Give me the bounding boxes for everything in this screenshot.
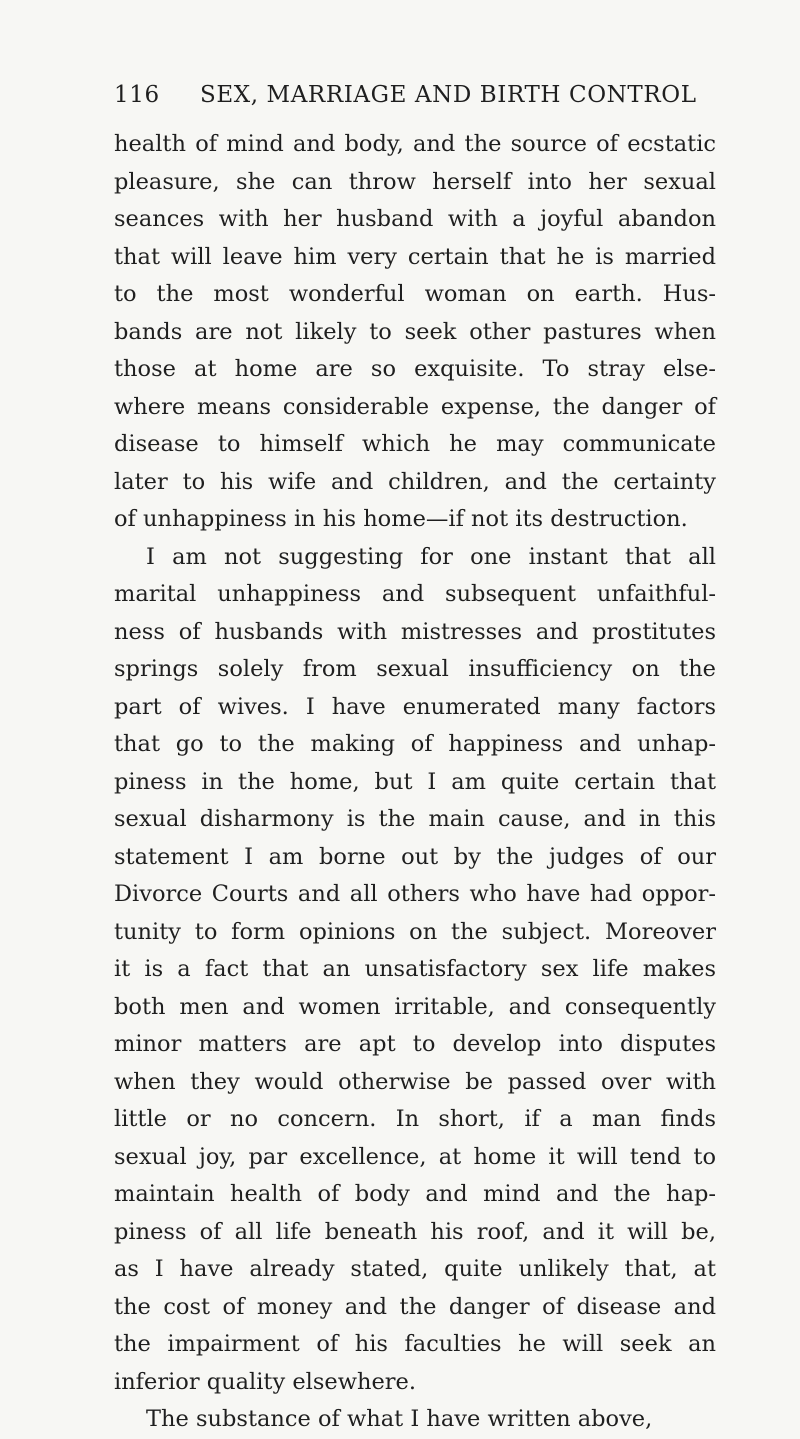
text-line: to the most wonderful woman on earth. Hus- <box>114 281 716 307</box>
text-line: that go to the making of happiness and unhap- <box>114 731 716 757</box>
paragraph-start-line: I am not suggesting for one instant that all <box>146 543 716 570</box>
text-line: statement I am borne out by the judges of our <box>114 843 716 870</box>
paragraph-start-line: The substance of what I have written above, <box>146 1406 653 1432</box>
text-line: both men and women irritable, and consequently <box>114 993 716 1020</box>
text-line: inferior quality elsewhere. <box>114 1368 417 1395</box>
text-line: marital unhappiness and subsequent unfaithful- <box>114 581 716 607</box>
text-line: when they would otherwise be passed over with <box>114 1068 716 1095</box>
text-line: health of mind and body, and the source of ecstatic <box>114 131 716 157</box>
text-line: sexual disharmony is the main cause, and in this <box>114 806 716 832</box>
text-line: minor matters are apt to develop into disputes <box>114 1031 716 1057</box>
text-line: pleasure, she can throw herself into her sexual <box>114 168 716 195</box>
text-line: the cost of money and the danger of disease and <box>114 1293 716 1320</box>
text-line: disease to himself which he may communicate <box>114 431 716 457</box>
running-head <box>114 78 697 112</box>
text-line: where means considerable expense, the danger of <box>114 393 716 420</box>
text-line: of unhappiness in his home—if not its destruction. <box>114 506 688 532</box>
text-line: springs solely from sexual insufficiency on the <box>114 656 716 682</box>
text-line: it is a fact that an unsatisfactory sex life makes <box>114 956 716 982</box>
text-line: maintain health of body and mind and the hap- <box>114 1181 716 1207</box>
text-line: piness in the home, but I am quite certain that <box>114 768 716 795</box>
text-line: that will leave him very certain that he is married <box>114 243 716 270</box>
text-line: Divorce Courts and all others who have had oppor- <box>114 881 716 907</box>
text-line: ness of husbands with mistresses and prostitutes <box>114 618 716 645</box>
text-line: seances with her husband with a joyful abandon <box>114 206 716 232</box>
text-line: piness of all life beneath his roof, and it will be, <box>114 1218 716 1245</box>
text-line: bands are not likely to seek other pastures when <box>114 318 716 345</box>
text-line: tunity to form opinions on the subject. Moreover <box>114 918 716 945</box>
text-line: as I have already stated, quite unlikely that, at <box>114 1256 716 1282</box>
page-number: 116 <box>114 82 160 108</box>
text-line: sexual joy, par excellence, at home it will tend to <box>114 1143 716 1170</box>
text-line: later to his wife and children, and the certainty <box>114 468 716 495</box>
running-title: SEX, MARRIAGE AND BIRTH CONTROL <box>200 82 697 108</box>
text-line: the impairment of his faculties he will seek an <box>114 1331 716 1357</box>
body-text <box>114 126 716 1439</box>
text-line: part of wives. I have enumerated many factors <box>114 693 716 720</box>
text-line: little or no concern. In short, if a man finds <box>114 1106 716 1132</box>
text-line: those at home are so exquisite. To stray else- <box>114 356 716 382</box>
